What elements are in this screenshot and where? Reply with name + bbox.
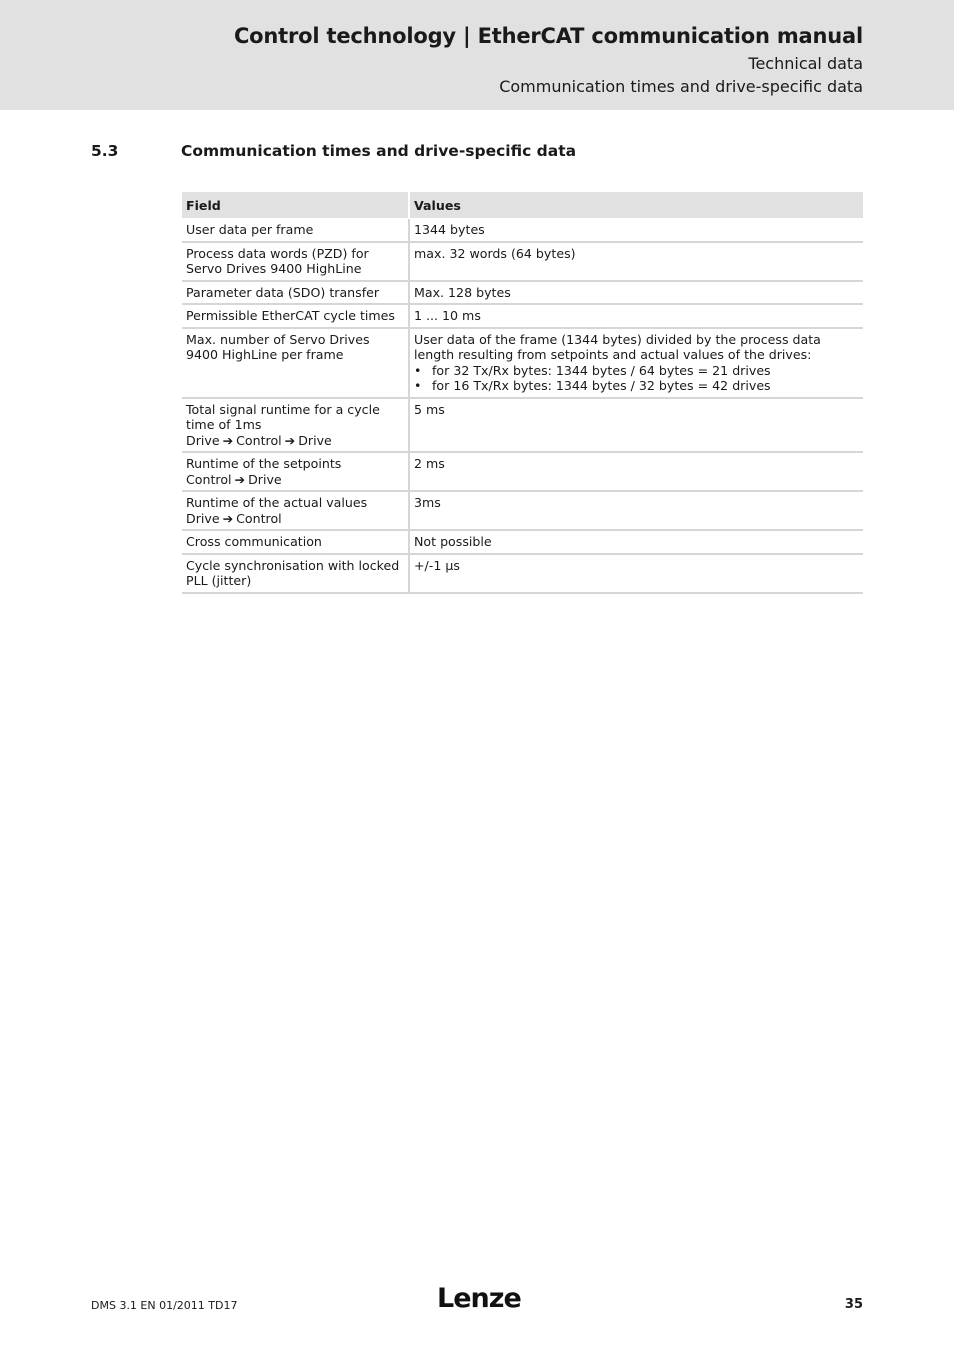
value-cell: 1344 bytes xyxy=(409,219,863,242)
list-item: • for 32 Tx/Rx bytes: 1344 bytes / 64 bytes = 21 drives xyxy=(428,363,859,379)
field-cell: Runtime of the setpoints Control ➔ Drive xyxy=(182,452,409,491)
field-cell: Total signal runtime for a cycle time of 1ms Drive ➔ Control ➔ Drive xyxy=(182,398,409,453)
value-cell: 3ms xyxy=(409,491,863,530)
field-cell: User data per frame xyxy=(182,219,409,242)
chapter-title: Technical data xyxy=(748,54,863,73)
right-arrow-icon: ➔ xyxy=(284,432,296,448)
value-cell: 2 ms xyxy=(409,452,863,491)
field-cell: Runtime of the actual values Drive ➔ Control xyxy=(182,491,409,530)
section-running-title: Communication times and drive-specific data xyxy=(499,77,863,96)
table-row xyxy=(182,398,863,453)
signal-path: Drive ➔ Control ➔ Drive xyxy=(186,432,332,448)
field-cell: Max. number of Servo Drives 9400 HighLine per frame xyxy=(182,328,409,398)
document-id: DMS 3.1 EN 01/2011 TD17 xyxy=(91,1299,238,1312)
field-cell: Cross communication xyxy=(182,530,409,554)
field-cell: Process data words (PZD) for Servo Drives 9400 HighLine xyxy=(182,242,409,281)
section-heading: Communication times and drive-specific data xyxy=(181,142,577,160)
signal-path: Control ➔ Drive xyxy=(186,471,282,487)
table-row xyxy=(182,219,863,242)
bullet-list xyxy=(414,363,859,394)
value-cell: 1 ... 10 ms xyxy=(409,304,863,328)
column-header-values: Values xyxy=(409,192,863,219)
value-cell: max. 32 words (64 bytes) xyxy=(409,242,863,281)
field-cell: Cycle synchronisation with locked PLL (jitter) xyxy=(182,554,409,593)
field-cell: Permissible EtherCAT cycle times xyxy=(182,304,409,328)
document-title: Control technology | EtherCAT communication manual xyxy=(233,24,863,48)
table-row xyxy=(182,328,863,398)
column-header-field: Field xyxy=(182,192,409,219)
field-cell: Parameter data (SDO) transfer xyxy=(182,281,409,305)
table-row xyxy=(182,554,863,593)
value-cell: 5 ms xyxy=(409,398,863,453)
signal-path: Drive ➔ Control xyxy=(186,510,282,526)
right-arrow-icon: ➔ xyxy=(222,510,234,526)
table-header-row xyxy=(182,192,863,219)
list-item: • for 16 Tx/Rx bytes: 1344 bytes / 32 bytes = 42 drives xyxy=(428,378,859,394)
table-row xyxy=(182,452,863,491)
right-arrow-icon: ➔ xyxy=(222,432,234,448)
value-cell: +/-1 µs xyxy=(409,554,863,593)
spec-table xyxy=(182,192,863,594)
section-number: 5.3 xyxy=(91,142,119,160)
table-row xyxy=(182,281,863,305)
table-row xyxy=(182,242,863,281)
table-row xyxy=(182,491,863,530)
right-arrow-icon: ➔ xyxy=(234,471,246,487)
page-number: 35 xyxy=(844,1297,863,1312)
value-cell: Not possible xyxy=(409,530,863,554)
lenze-logo: Lenze xyxy=(437,1283,521,1314)
table-row xyxy=(182,530,863,554)
value-cell: User data of the frame (1344 bytes) divided by the process data length resulting from setpoints and actual values of the drives: • for 32 Tx/Rx bytes: 1344 bytes / 64 bytes = 21 drives • for 16 Tx/Rx bytes: 1344 bytes / 32 bytes = 42 drives xyxy=(409,328,863,398)
table-row xyxy=(182,304,863,328)
value-cell: Max. 128 bytes xyxy=(409,281,863,305)
